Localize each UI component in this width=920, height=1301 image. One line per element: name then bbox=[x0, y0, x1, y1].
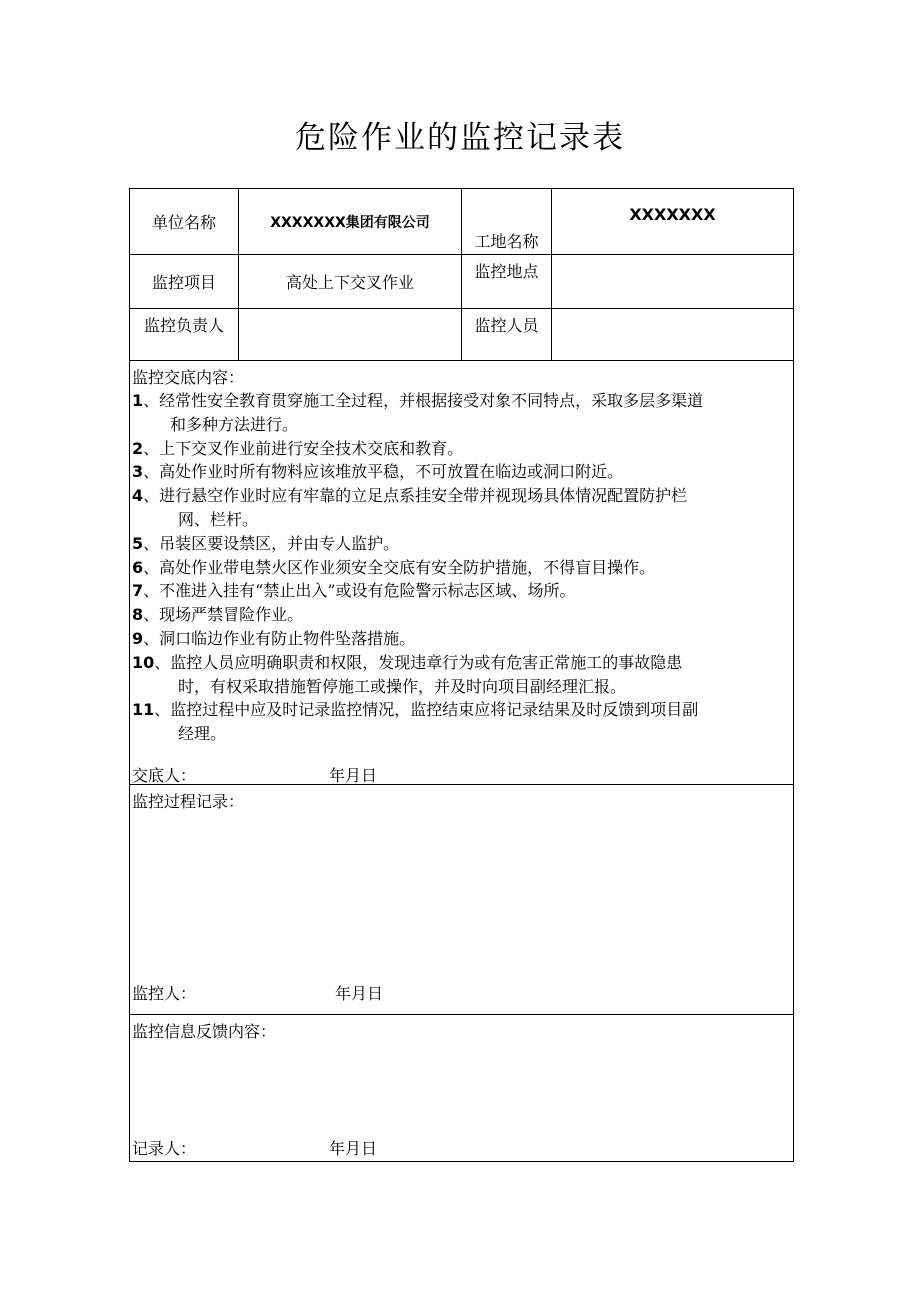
feedback-sign-label: 记录人： bbox=[132, 1139, 197, 1158]
process-sign-label: 监控人： bbox=[132, 984, 197, 1003]
feedback-sign bbox=[132, 1136, 378, 1159]
briefing-item-text: 、高处作业带电禁火区作业须安全交底有安全防护措施，不得盲目操作。 bbox=[143, 557, 656, 577]
briefing-section bbox=[130, 361, 794, 785]
briefing-item-continuation: 经理。 bbox=[178, 724, 227, 744]
briefing-item-number: 5 bbox=[132, 533, 144, 553]
briefing-item-text: 、进行悬空作业时应有牢靠的立足点系挂安全带并视现场具体情况配置防护栏 bbox=[143, 486, 688, 506]
unit-name-prefix: XXXXXXX集团有限公司 bbox=[270, 214, 430, 231]
briefing-item-number: 6 bbox=[132, 557, 144, 577]
briefing-item-text: 、高处作业时所有物料应该堆放平稳，不可放置在临边或洞口附近。 bbox=[143, 462, 624, 482]
briefing-item bbox=[132, 698, 790, 746]
briefing-item bbox=[132, 437, 790, 461]
project-label: 监控项目 bbox=[130, 255, 239, 309]
site-name-value[interactable]: XXXXXXX bbox=[552, 189, 794, 255]
briefing-item-number: 9 bbox=[132, 628, 144, 648]
briefing-item-continuation: 和多种方法进行。 bbox=[170, 414, 299, 434]
briefing-heading: 监控交底内容： bbox=[132, 368, 245, 387]
briefing-item-number: 8 bbox=[132, 605, 144, 625]
briefing-item-number: 1 bbox=[132, 391, 144, 410]
briefing-item bbox=[132, 460, 790, 484]
process-heading: 监控过程记录： bbox=[132, 792, 245, 811]
leader-label: 监控负责人 bbox=[130, 309, 239, 361]
location-label: 监控地点 bbox=[462, 255, 552, 309]
location-value[interactable] bbox=[552, 255, 794, 309]
unit-name-label: 单位名称 bbox=[130, 189, 239, 255]
briefing-item-number: 10 bbox=[132, 652, 155, 672]
process-sign bbox=[132, 981, 384, 1004]
briefing-item-text: 、洞口临边作业有防止物件坠落措施。 bbox=[143, 628, 416, 648]
briefing-sign bbox=[132, 763, 378, 786]
feedback-section[interactable] bbox=[130, 1015, 794, 1162]
briefing-sign-label: 交底人： bbox=[132, 766, 197, 785]
briefing-item-number: 4 bbox=[132, 486, 144, 506]
briefing-item bbox=[132, 389, 790, 437]
briefing-item bbox=[132, 484, 790, 532]
briefing-item bbox=[132, 651, 790, 699]
briefing-item-number: 3 bbox=[132, 462, 144, 482]
feedback-date-label: 年月日 bbox=[329, 1139, 378, 1158]
project-value[interactable]: 高处上下交叉作业 bbox=[239, 255, 462, 309]
briefing-item bbox=[132, 556, 790, 580]
page-title: 危险作业的监控记录表 bbox=[295, 120, 625, 156]
leader-value[interactable] bbox=[239, 309, 462, 361]
briefing-list bbox=[132, 389, 790, 746]
feedback-heading: 监控信息反馈内容： bbox=[132, 1022, 277, 1041]
briefing-item-number: 7 bbox=[132, 581, 144, 601]
briefing-item-number: 2 bbox=[132, 438, 144, 458]
briefing-date-label: 年月日 bbox=[329, 766, 378, 785]
briefing-item bbox=[132, 532, 790, 556]
briefing-item-continuation: 网、栏杆。 bbox=[178, 509, 259, 529]
staff-label: 监控人员 bbox=[462, 309, 552, 361]
briefing-item-text: 、现场严禁冒险作业。 bbox=[143, 605, 304, 625]
monitoring-record-form bbox=[129, 188, 794, 1162]
briefing-item bbox=[132, 627, 790, 651]
staff-value[interactable] bbox=[552, 309, 794, 361]
briefing-item bbox=[132, 603, 790, 627]
briefing-item bbox=[132, 579, 790, 603]
briefing-item-text: 、监控人员应明确职责和权限，发现违章行为或有危害正常施工的事故隐患 bbox=[154, 652, 683, 672]
briefing-item-number: 11 bbox=[132, 700, 155, 720]
briefing-item-text: 、经常性安全教育贯穿施工全过程，并根据接受对象不同特点，采取多层多渠道 bbox=[143, 391, 704, 410]
process-date-label: 年月日 bbox=[335, 984, 384, 1003]
process-section[interactable] bbox=[130, 785, 794, 1015]
briefing-item-text: 、不准进入挂有“禁止出入”或设有危险警示标志区域、场所。 bbox=[143, 581, 576, 601]
site-name-label: 工地名称 bbox=[462, 189, 552, 255]
briefing-item-continuation: 时，有权采取措施暂停施工或操作，并及时向项目副经理汇报。 bbox=[178, 676, 627, 696]
briefing-item-text: 、监控过程中应及时记录监控情况，监控结束应将记录结果及时反馈到项目副 bbox=[154, 700, 699, 720]
briefing-item-text: 、上下交叉作业前进行安全技术交底和教育。 bbox=[143, 438, 464, 458]
unit-name-value[interactable] bbox=[239, 189, 462, 255]
briefing-item-text: 、吊装区要设禁区，并由专人监护。 bbox=[143, 533, 400, 553]
